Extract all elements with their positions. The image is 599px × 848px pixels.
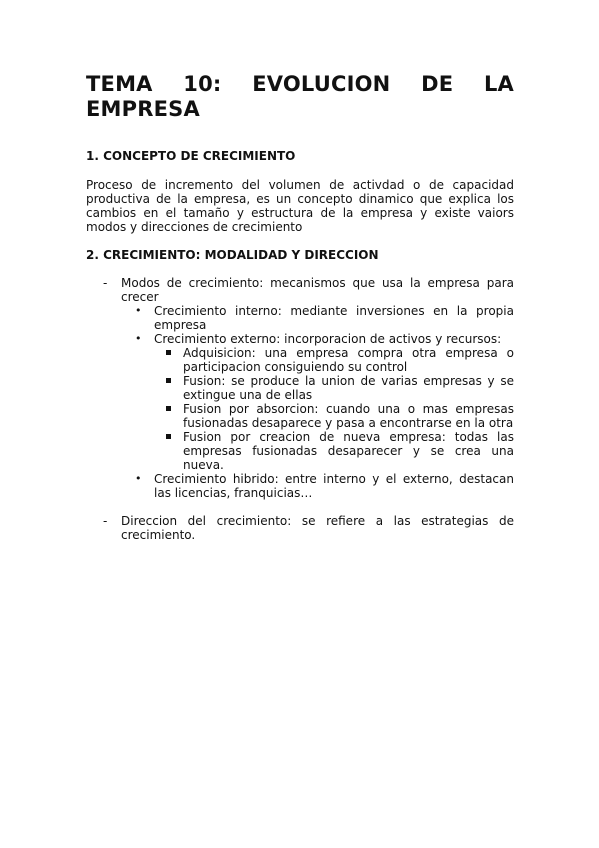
list-item-interno [121,304,514,332]
page-title [86,72,514,122]
square-bullet-marker [166,434,171,439]
list-item-text: Adquisicion: una empresa compra otra empresa o participacion consiguiendo su control [183,346,514,374]
list-item-text: Crecimiento hibrido: entre interno y el externo, destacan las licencias, franquicias… [154,472,514,500]
section-2-heading: 2. CRECIMIENTO: MODALIDAD Y DIRECCION [86,248,379,262]
title-word: LA [483,72,514,96]
title-word: 10: [183,72,222,96]
list-item-text: Modos de crecimiento: mecanismos que usa la empresa para crecer [121,276,514,304]
list-item-text: Crecimiento externo: incorporacion de activos y recursos: [154,332,502,346]
dash-marker: - [103,514,108,528]
title-line-2: EMPRESA [86,97,200,121]
list-item-text: Fusion por creacion de nueva empresa: todas las empresas fusionadas desaparecer y se crea una nueva. [183,430,514,472]
list-item-text: Crecimiento interno: mediante inversiones en la propia empresa [154,304,514,332]
sub-sub-list [154,346,514,472]
sub-list [121,304,514,500]
title-word: DE [421,72,454,96]
list-item-fusion-absorcion [154,402,514,430]
list-item-direccion [86,514,514,542]
list-item-text: Direccion del crecimiento: se refiere a las estrategias de crecimiento. [121,514,514,542]
section-1-paragraph: Proceso de incremento del volumen de activdad o de capacidad productiva de la empresa, es un concepto dinamico que explica los cambios en el tamaño y estructura de la empresa y existe vaiors modos y direcciones de crecimiento [86,178,514,234]
square-bullet-marker [166,378,171,383]
title-word: TEMA [86,72,153,96]
title-word: EVOLUCION [252,72,391,96]
title-line-1 [86,72,514,97]
document-page [86,72,514,542]
square-bullet-marker [166,406,171,411]
section-2-list [86,276,514,542]
section-1-heading: 1. CONCEPTO DE CRECIMIENTO [86,149,296,163]
list-item-hibrido [121,472,514,500]
dash-marker: - [103,276,108,290]
bullet-marker: • [135,304,142,317]
list-item-text: Fusion: se produce la union de varias empresas y se extingue una de ellas [183,374,514,402]
list-item-modos [86,276,514,500]
list-item-adquisicion [154,346,514,374]
list-item-fusion [154,374,514,402]
list-item-text: Fusion por absorcion: cuando una o mas empresas fusionadas desaparece y pasa a encontrarse en la otra [183,402,514,430]
square-bullet-marker [166,350,171,355]
list-item-externo [121,332,514,472]
list-item-fusion-creacion [154,430,514,472]
bullet-marker: • [135,472,142,485]
bullet-marker: • [135,332,142,345]
